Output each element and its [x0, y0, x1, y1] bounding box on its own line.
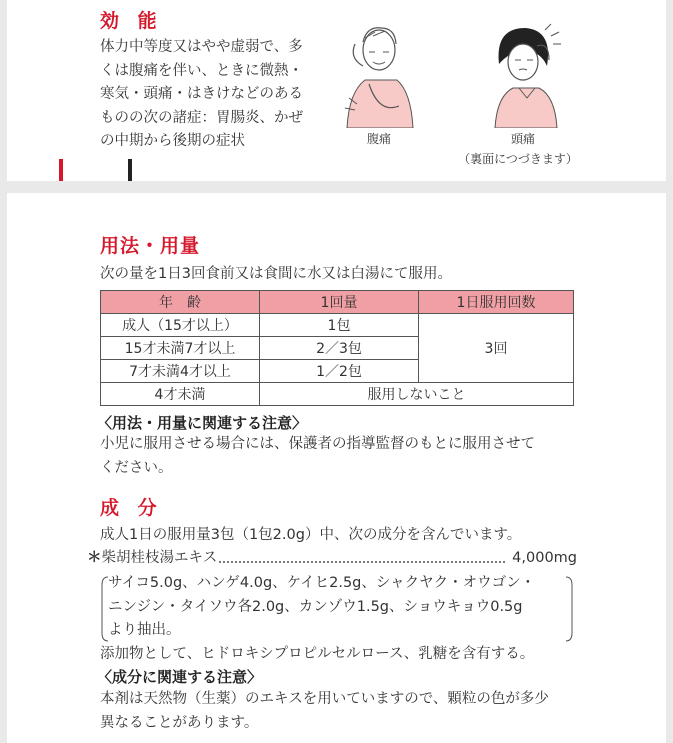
- efficacy-title: 効 能: [100, 10, 163, 32]
- continued-note: （裏面につづきます）: [458, 152, 578, 166]
- red-marker: [59, 159, 63, 181]
- usage-intro: 次の量を1日3回食前又は食間に水又は白湯にて服用。: [100, 266, 452, 282]
- not-use-cell: 服用しないこと: [260, 383, 574, 406]
- header-age: 年 齢: [101, 291, 260, 314]
- dosage-table: [100, 290, 574, 406]
- table-row: [101, 314, 574, 337]
- ingredients-title: 成 分: [100, 497, 163, 519]
- stomachache-illustration: [339, 22, 419, 128]
- asterisk-mark: ＊: [87, 550, 102, 566]
- usage-note-title: 〈用法・用量に関連する注意〉: [97, 414, 308, 432]
- headache-caption: 頭痛: [510, 132, 535, 146]
- ingredients-note-title: 〈成分に関連する注意〉: [97, 668, 263, 686]
- ingredient-detail: サイコ5.0g、ハンゲ4.0g、ケイヒ2.5g、シャクヤク・オウゴン・ ニンジン・タイソウ各2.0g、カンゾウ1.5g、ショウキョウ0.5g より抽出。: [108, 575, 536, 638]
- dose-cell: 1／2包: [260, 360, 419, 383]
- additives-text: 添加物として、ヒドロキシプロピルセルロース、乳糖を含有する。: [100, 646, 535, 662]
- ingredients-note-text: 本剤は天然物（生薬）のエキスを用いていますので、顆粒の色が多少 異なることがあります。: [100, 691, 549, 731]
- age-cell: 4才未満: [101, 383, 260, 406]
- black-marker: [128, 159, 132, 181]
- dose-cell: 2／3包: [260, 337, 419, 360]
- age-cell: 15才未満7才以上: [101, 337, 260, 360]
- ingredient-name: 柴胡桂枝湯エキス: [101, 550, 218, 566]
- header-dose: 1回量: [260, 291, 419, 314]
- table-row: [101, 383, 574, 406]
- age-cell: 7才未満4才以上: [101, 360, 260, 383]
- stomachache-caption: 腹痛: [366, 132, 391, 146]
- ingredients-intro: 成人1日の服用量3包（1包2.0g）中、次の成分を含んでいます。: [100, 527, 522, 543]
- dose-cell: 1包: [260, 314, 419, 337]
- page-main: [7, 193, 666, 743]
- headache-illustration: [485, 22, 565, 128]
- usage-title: 用法・用量: [100, 235, 201, 257]
- ingredient-line: [87, 547, 577, 571]
- leader-dots: [219, 561, 505, 563]
- efficacy-text: 体力中等度又はやや虚弱で、多 くは腹痛を伴い、ときに微熱・ 寒気・頭痛・はきけなどのある ものの次の諸症：胃腸炎、かぜ の中期から後期の症状: [100, 39, 303, 149]
- ingredient-amount: 4,000mg: [512, 550, 577, 566]
- times-cell: 3回: [419, 314, 574, 383]
- usage-note-text: 小児に服用させる場合には、保護者の指導監督のもとに服用させて ください。: [100, 436, 535, 476]
- page-top: [7, 0, 666, 181]
- header-times: 1日服用回数: [419, 291, 574, 314]
- table-header-row: [101, 291, 574, 314]
- age-cell: 成人（15才以上）: [101, 314, 260, 337]
